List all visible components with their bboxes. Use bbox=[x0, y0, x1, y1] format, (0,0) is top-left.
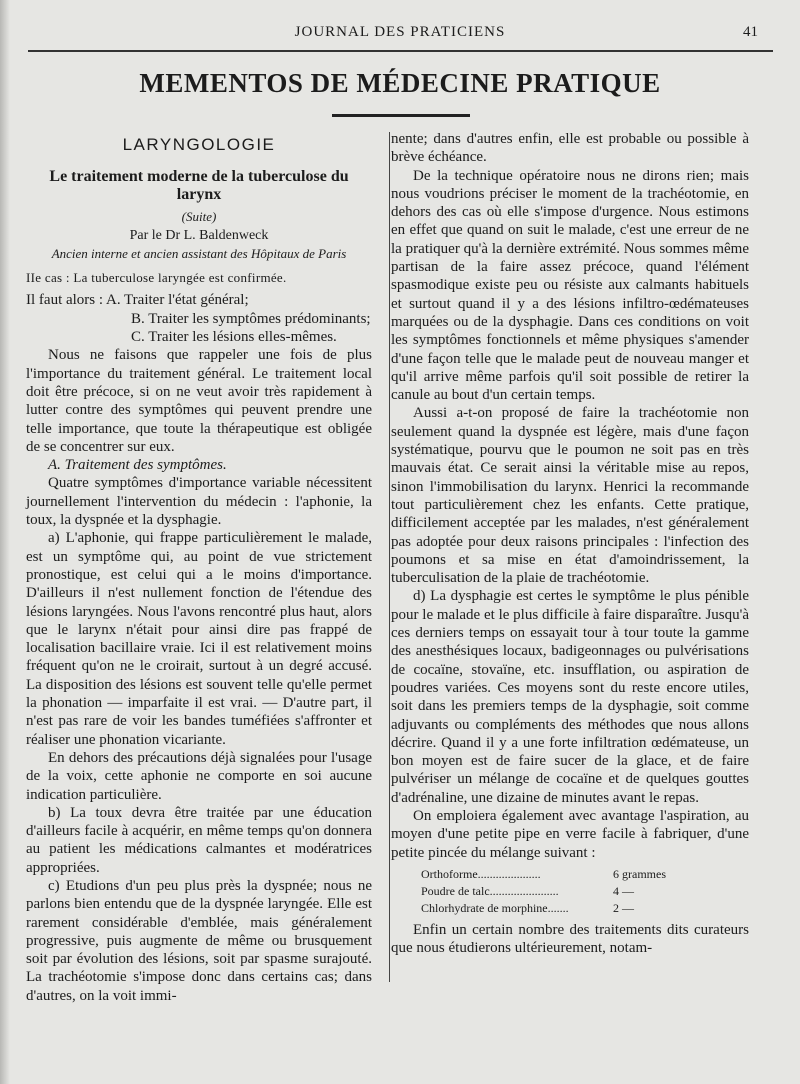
suite-label: (Suite) bbox=[181, 209, 217, 225]
paragraph: De la technique opératoire nous ne dirons rien; mais nous voudrions préciser le moment de la trachéotomie, en dehors des cas où elle s'impose d'urgence. Nous estimons en effet que quand on suit le malade, c'est une erreur de ne la pratiquer qu'à la dernière extrémité. Nous sommes même partisan de la faire assez précoce, quand l'élément spasmodique existe peu ou résiste aux calmants habituels et surtout quand il y a des lésions infiltro-œdémateuses marquées ou de la dysphagie. Dans ces conditions on voit les symptômes fonctionnels et même physiques s'amender d'une façon telle que le malade peut de nouveau manger et qu'il arrive même parfois qu'il soit possible de retirer la canule au bout d'un certain temps. bbox=[391, 167, 749, 404]
case-heading: IIe cas : La tuberculose laryngée est confirmée. bbox=[26, 270, 287, 286]
paragraph: On emploiera également avec avantage l'aspiration, au moyen d'une petite pipe en verre facile à fabriquer, d'une petite pincée du mélange suivant : bbox=[391, 807, 749, 861]
paragraph: a) L'aphonie, qui frappe particulièrement le malade, est un symptôme qui, au point de vue strictement pronostique, est celui qui a le moins d'importance. D'ailleurs il n'est nullement fonction de l'étendue des lésions laryngées. Nous l'avons rencontré plus haut, alors que le larynx n'était pour ainsi dire pas frappé de localisation bacillaire vraie. Ici il est relativement moins fréquent qu'on ne le croirait, surtout à un degré accusé. La disposition des lésions est souvent telle qu'elle permet la phonation — imparfaite il est vrai. — D'autre part, il n'est pas rare de voir les bandes tuméfiées s'affronter et réaliser une phonation vicariante. bbox=[26, 530, 372, 748]
recipe-row bbox=[421, 900, 749, 917]
recipe-ingredient: Poudre de talc....................... bbox=[421, 883, 559, 898]
treatment-list-a: Il faut alors : A. Traiter l'état général; bbox=[26, 292, 249, 309]
recipe-row bbox=[421, 866, 749, 883]
paragraph: d) La dysphagie est certes le symptôme le plus pénible pour le malade et le plus difficile à faire disparaître. Jusqu'à ces derniers temps on essayait tour à tour toute la gamme des anesthésiques locaux, badigeonnages ou pulvérisations de cocaïne, stovaïne, etc. insufflation, ou aspiration de poudres variées. Ces moyens sont du reste encore utiles, soit dans les premiers temps de la dysphagie, soit comme adjuvants ou compléments des méthodes que nous allons décrire. Quand il y a une forte infiltration œdémateuse, un bon moyen est de faire sucer de la glace, et de faire pulvériser un mélange de cocaïne et de quelques gouttes d'adrénaline, une dizaine de minutes avant le repas. bbox=[391, 588, 749, 806]
recipe-quantity: 2 — bbox=[613, 900, 634, 915]
author-affiliation: Ancien interne et ancien assistant des Hôpitaux de Paris bbox=[51, 245, 347, 261]
paragraph: c) Etudions d'un peu plus près la dyspnée; nous ne parlons bien entendu que de la dyspnée laryngée. Elle est rarement considérable d'emblée, mais généralement progressive, puis augmente de même ou brusquement soit par évolution des lésions, soit par spasme surajouté. La trachéotomie s'impose donc dans certains cas; dans d'autres, on la voit immi- bbox=[26, 877, 372, 1004]
right-column bbox=[391, 130, 749, 957]
paragraph: b) La toux devra être traitée par une éducation d'ailleurs facile à acquérir, en même temps qu'on donnera au patient les médications calmantes et modératrices appropriées. bbox=[26, 804, 372, 876]
article-title: Le traitement moderne de la tuberculose du larynx bbox=[49, 168, 349, 204]
paragraph: Nous ne faisons que rappeler une fois de plus l'importance du traitement général. Le traitement local doit être précoce, si on ne veut avoir très rapidement à lutter contre des symptômes qui peuvent prendre une telle importance, que toute la thérapeutique est obligée de se concentrer sur eux. bbox=[26, 347, 372, 455]
treatment-list-b: B. Traiter les symptômes prédominants; bbox=[131, 310, 371, 327]
paragraph: Enfin un certain nombre des traitements dits curateurs que nous étudierons ultérieurement, notam- bbox=[391, 921, 749, 957]
page-number: 41 bbox=[743, 24, 758, 40]
subheading: A. Traitement des symptômes. bbox=[48, 457, 227, 474]
recipe-ingredient: Chlorhydrate de morphine....... bbox=[421, 900, 569, 915]
header-rule bbox=[28, 50, 773, 52]
rubric: LARYNGOLOGIE bbox=[122, 135, 276, 154]
paragraph: Quatre symptômes d'importance variable nécessitent journellement l'intervention du médecin : l'aphonie, la toux, la dyspnée et la dysphagie. bbox=[26, 475, 372, 529]
title-rule bbox=[332, 114, 470, 117]
running-head bbox=[0, 22, 800, 46]
recipe-ingredient: Orthoforme..................... bbox=[421, 866, 541, 881]
treatment-list-c: C. Traiter les lésions elles-mêmes. bbox=[131, 329, 337, 346]
recipe-table bbox=[421, 866, 749, 917]
section-title: MEMENTOS DE MÉDECINE PRATIQUE bbox=[139, 68, 661, 98]
paragraph: nente; dans d'autres enfin, elle est probable ou possible à brève échéance. bbox=[391, 131, 749, 166]
page-binding-shadow bbox=[0, 0, 10, 1084]
left-column bbox=[26, 130, 372, 1005]
journal-title: JOURNAL DES PRATICIENS bbox=[294, 24, 506, 40]
column-divider bbox=[389, 132, 390, 982]
paragraph: Aussi a-t-on proposé de faire la trachéotomie non seulement quand la dyspnée est légère, mais d'une façon systématique, pourvu que le poumon ne soit pas en très mauvais état. Ce serait ainsi la véritable mise au repos, sinon l'immobilisation du larynx. Henrici la recommande tout particulièrement chez les enfants. Cette pratique, difficilement acceptée par les malades, n'est généralement pas adoptée pour deux raisons principales : l'infection des poumons et sa mise en état d'amoindrissement, la tuberculisation de la plaie de trachéotomie. bbox=[391, 405, 749, 587]
recipe-quantity: 4 — bbox=[613, 883, 634, 898]
recipe-row bbox=[421, 883, 749, 900]
paragraph: En dehors des précautions déjà signalées pour l'usage de la voix, cette aphonie ne comporte en soi aucune indication particulière. bbox=[26, 749, 372, 803]
author-line: Par le Dr L. Baldenweck bbox=[129, 227, 269, 243]
recipe-quantity: 6 grammes bbox=[613, 866, 666, 881]
